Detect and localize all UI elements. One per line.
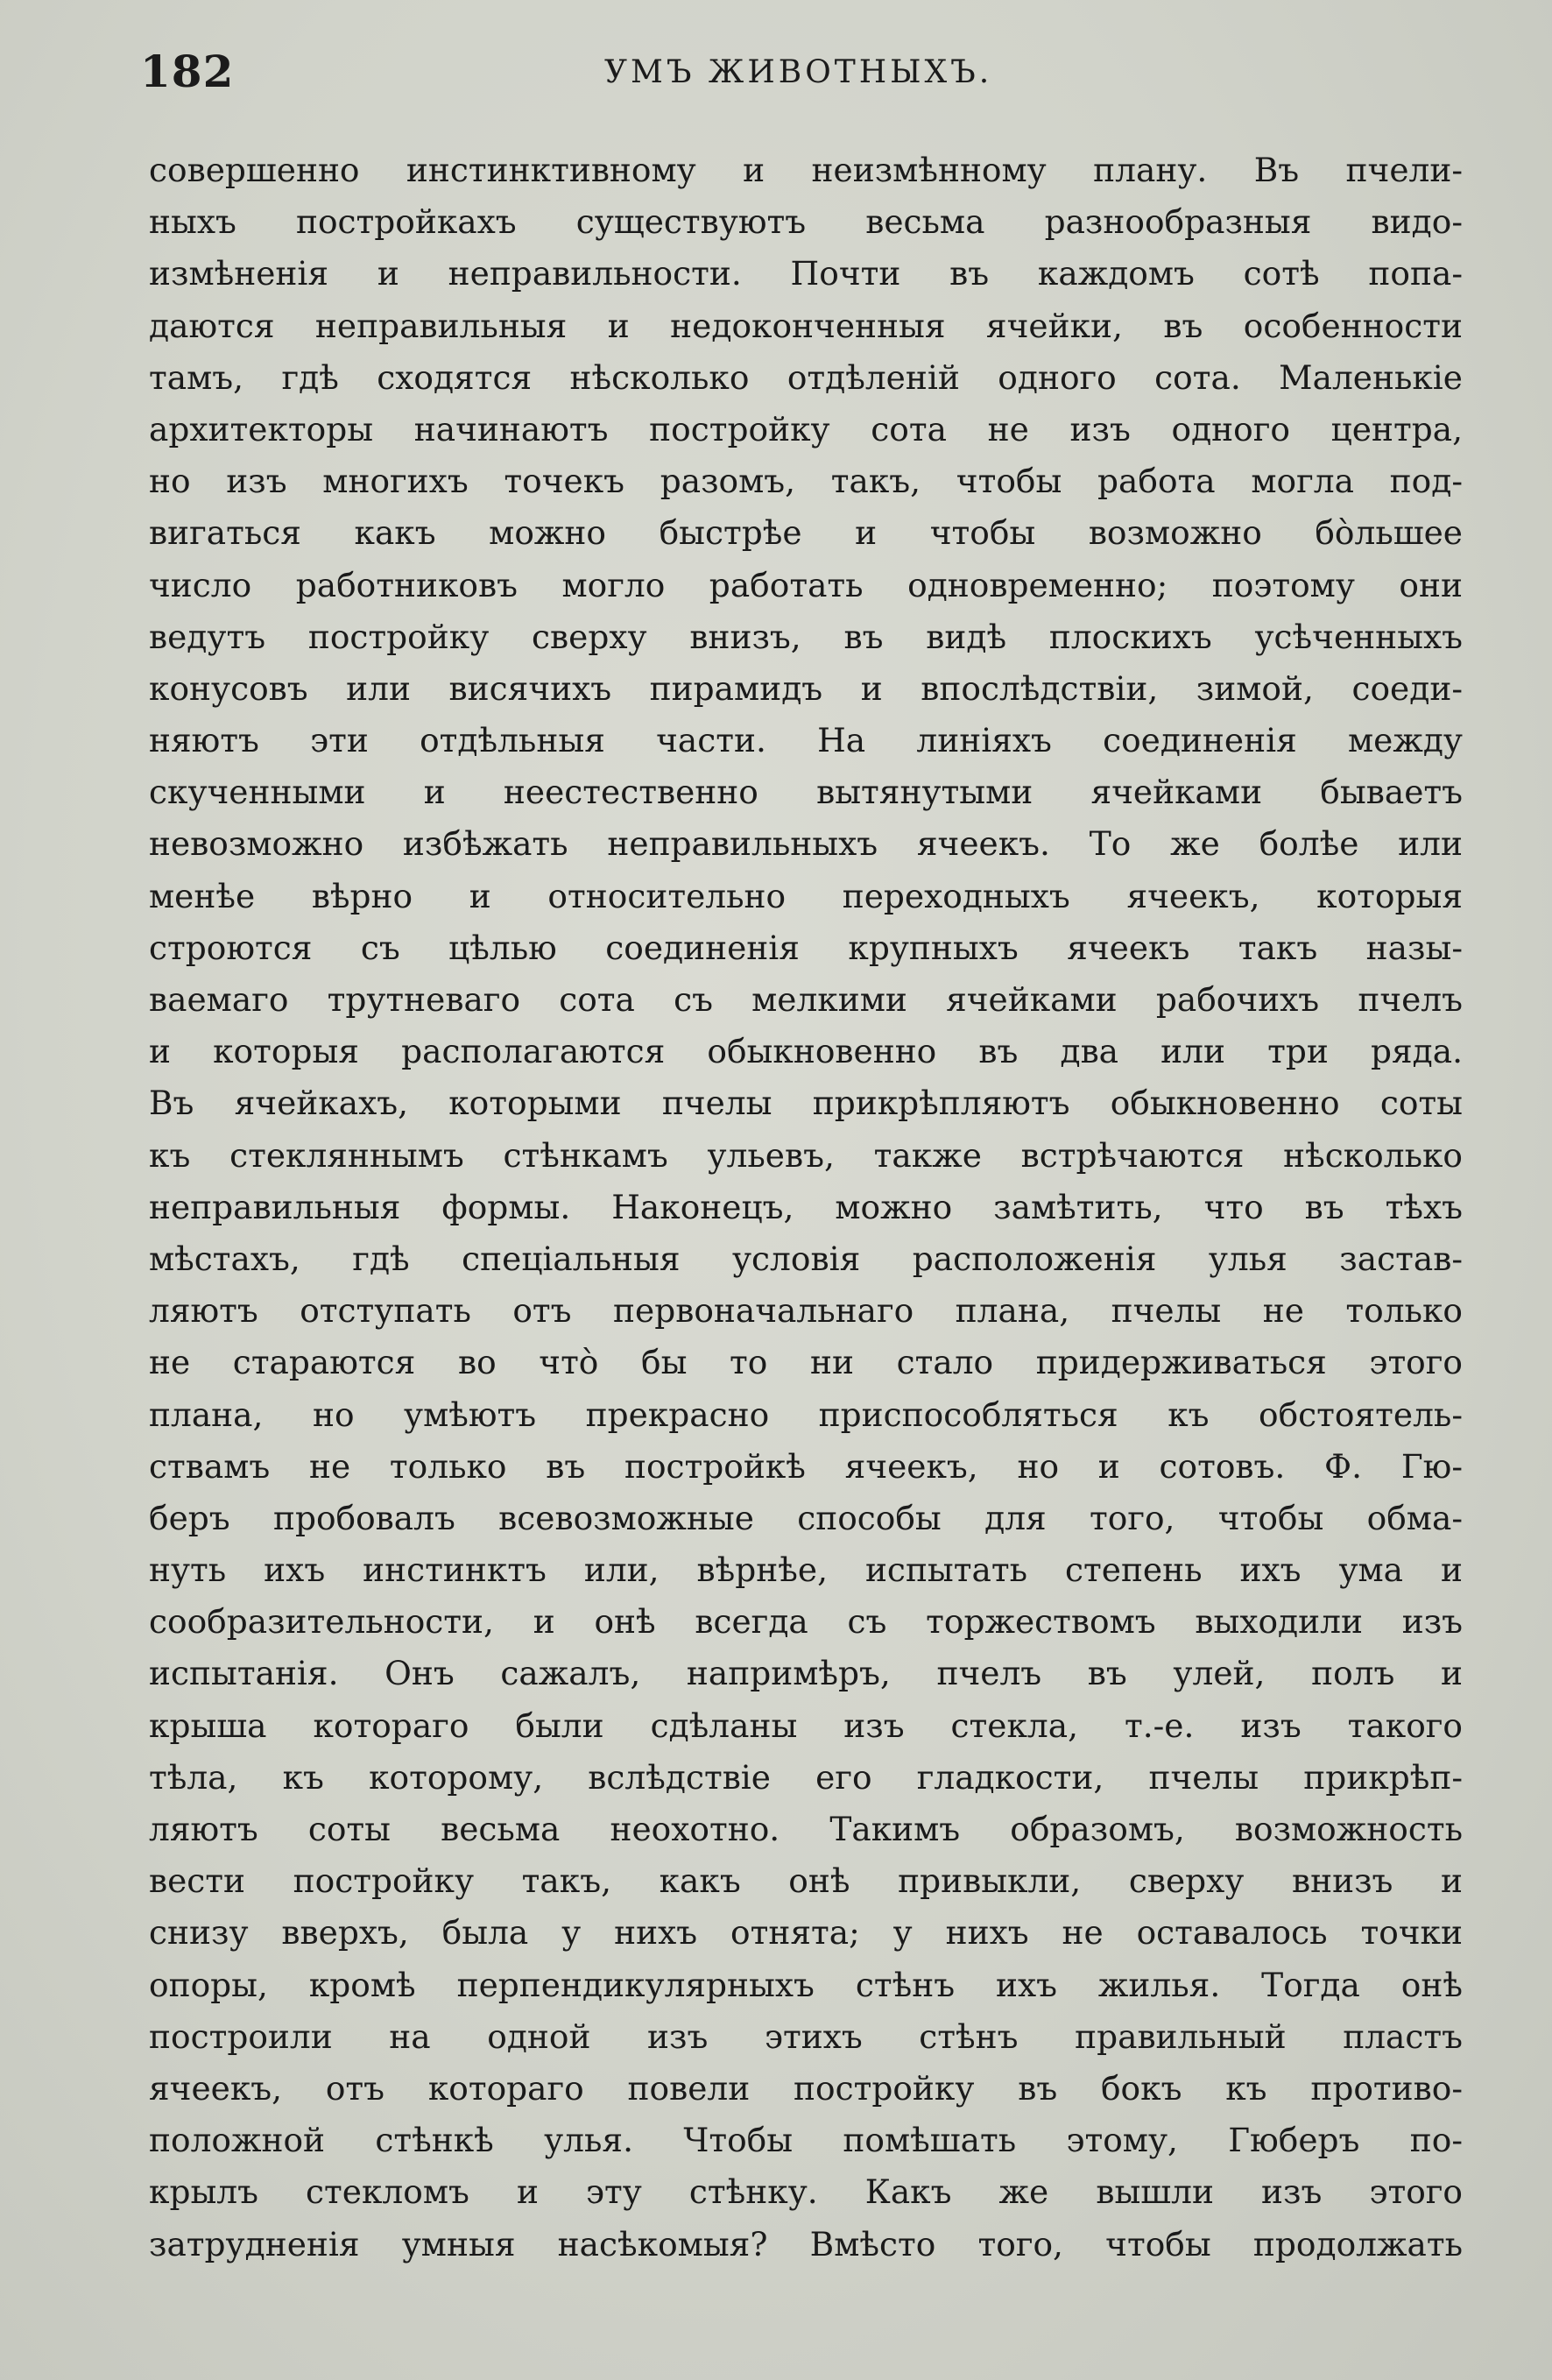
page-header xyxy=(140,46,1454,98)
text-line: ваемаго трутневаго сота съ мелкими ячейками рабочихъ пчелъ xyxy=(149,980,1463,1019)
text-line: испытанія. Онъ сажалъ, напримѣръ, пчелъ въ улей, полъ и xyxy=(149,1654,1463,1693)
text-line: даются неправильныя и недоконченныя ячейки, въ особенности xyxy=(149,306,1463,345)
text-line: ныхъ постройкахъ существуютъ весьма разнообразныя видо- xyxy=(149,202,1463,242)
text-line: менѣе вѣрно и относительно переходныхъ ячеекъ, которыя xyxy=(149,876,1463,915)
text-line: няютъ эти отдѣльныя части. На линіяхъ соединенія между xyxy=(149,721,1463,760)
text-line: опоры, кромѣ перпендикулярныхъ стѣнъ ихъ жилья. Тогда онѣ xyxy=(149,1965,1463,2004)
text-line: вигаться какъ можно быстрѣе и чтобы возможно бо̀льшее xyxy=(149,513,1463,553)
running-title: УМЪ ЖИВОТНЫХЪ. xyxy=(604,54,993,90)
text-line: строются съ цѣлью соединенія крупныхъ ячеекъ такъ назы- xyxy=(149,928,1463,967)
text-line: ляютъ соты весьма неохотно. Такимъ образомъ, возможность xyxy=(149,1810,1463,1848)
text-line: ляютъ отступать отъ первоначальнаго плана, пчелы не только xyxy=(149,1291,1463,1331)
text-line: плана, но умѣютъ прекрасно приспособляться къ обстоятель- xyxy=(149,1395,1463,1434)
text-line: тѣла, къ которому, вслѣдствіе его гладкости, пчелы прикрѣп- xyxy=(149,1757,1463,1797)
text-line: архитекторы начинаютъ постройку сота не изъ одного центра, xyxy=(149,409,1463,448)
text-line: беръ пробовалъ всевозможные способы для того, чтобы обма- xyxy=(149,1498,1463,1537)
text-line: крылъ стекломъ и эту стѣнку. Какъ же вышли изъ этого xyxy=(149,2172,1463,2212)
text-line: мѣстахъ, гдѣ спеціальныя условія расположенія улья застав- xyxy=(149,1239,1463,1278)
text-line: вести постройку такъ, какъ онѣ привыкли, сверху внизъ и xyxy=(149,1861,1463,1901)
text-line: положной стѣнкѣ улья. Чтобы помѣшать этому, Гюберъ по- xyxy=(149,2121,1463,2160)
page-number: 182 xyxy=(140,46,235,97)
text-line: конусовъ или висячихъ пирамидъ и впослѣдствіи, зимой, соеди- xyxy=(149,668,1463,708)
text-line: не стараются во что̀ бы то ни стало придерживаться этого xyxy=(149,1343,1463,1382)
text-line: измѣненія и неправильности. Почти въ каждомъ сотѣ попа- xyxy=(149,254,1463,293)
text-line: сообразительности, и онѣ всегда съ торжествомъ выходили изъ xyxy=(149,1602,1463,1642)
text-line: невозможно избѣжать неправильныхъ ячеекъ. То же болѣе или xyxy=(149,824,1463,864)
text-line: построили на одной изъ этихъ стѣнъ правильный пластъ xyxy=(149,2016,1463,2056)
text-line: совершенно инстинктивному и неизмѣнному плану. Въ пчели- xyxy=(149,151,1463,189)
text-line: къ стекляннымъ стѣнкамъ ульевъ, также встрѣчаются нѣсколько xyxy=(149,1135,1463,1175)
text-line: но изъ многихъ точекъ разомъ, такъ, чтобы работа могла под- xyxy=(149,462,1463,501)
text-line: скученными и неестественно вытянутыми ячейками бываетъ xyxy=(149,773,1463,812)
text-line: число работниковъ могло работать одновременно; поэтому они xyxy=(149,565,1463,604)
text-line: нуть ихъ инстинктъ или, вѣрнѣе, испытать степень ихъ ума и xyxy=(149,1550,1463,1590)
text-line: затрудненія умныя насѣкомыя? Вмѣсто того, чтобы продолжать xyxy=(149,2224,1463,2263)
text-line: тамъ, гдѣ сходятся нѣсколько отдѣленій одного сота. Маленькіе xyxy=(149,357,1463,397)
text-line: ячеекъ, отъ котораго повели постройку въ бокъ къ противо- xyxy=(149,2068,1463,2108)
text-line: ведутъ постройку сверху внизъ, въ видѣ плоскихъ усѣченныхъ xyxy=(149,617,1463,656)
text-line: крыша котораго были сдѣланы изъ стекла, т.-е. изъ такого xyxy=(149,1706,1463,1745)
text-line: неправильныя формы. Наконецъ, можно замѣтить, что въ тѣхъ xyxy=(149,1187,1463,1226)
text-line: снизу вверхъ, была у нихъ отнята; у нихъ не оставалось точки xyxy=(149,1913,1463,1953)
text-line: Въ ячейкахъ, которыми пчелы прикрѣпляютъ обыкновенно соты xyxy=(149,1084,1463,1123)
body-text xyxy=(149,145,1463,2271)
text-line: ствамъ не только въ постройкѣ ячеекъ, но и сотовъ. Ф. Гю- xyxy=(149,1446,1463,1486)
text-line: и которыя располагаются обыкновенно въ два или три ряда. xyxy=(149,1032,1463,1071)
